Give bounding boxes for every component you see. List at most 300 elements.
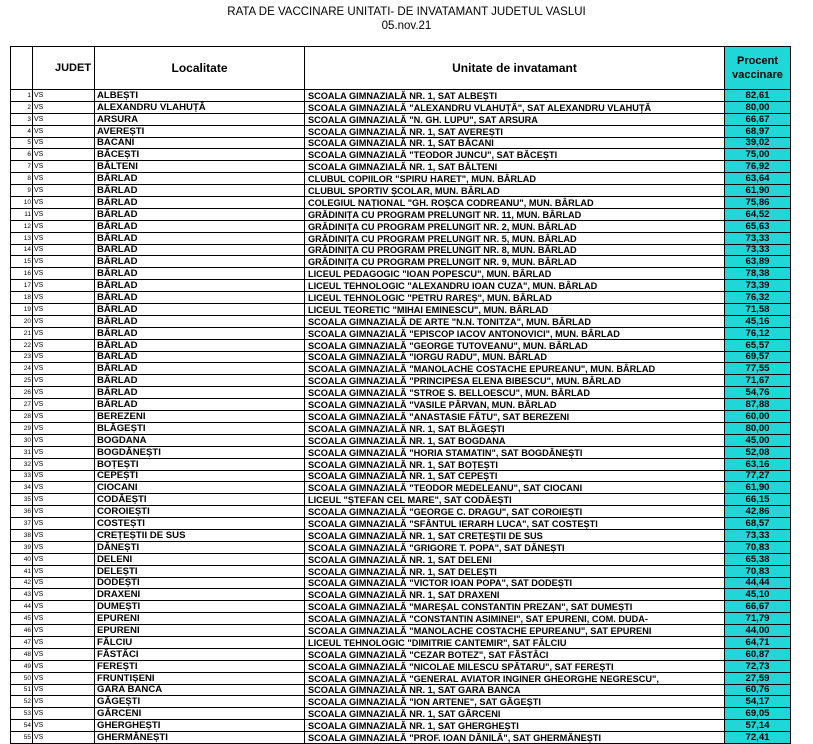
cell-judet: VS — [33, 137, 95, 149]
cell-procent: 80,00 — [725, 422, 791, 434]
row-number: 34 — [11, 482, 33, 494]
row-number: 9 — [11, 185, 33, 197]
cell-judet: VS — [33, 589, 95, 601]
cell-procent: 27,59 — [725, 672, 791, 684]
cell-localitate: FRUNTIȘENI — [95, 672, 305, 684]
cell-judet: VS — [33, 375, 95, 387]
table-header-row — [11, 47, 791, 90]
cell-localitate: BĂLTENI — [95, 161, 305, 173]
cell-unitate: SCOALA GIMNAZIALĂ NR. 1, SAT BOȚEȘTI — [305, 458, 725, 470]
cell-procent: 75,00 — [725, 149, 791, 161]
cell-unitate: COLEGIUL NAȚIONAL "GH. ROȘCA CODREANU", MUN. BÂRLAD — [305, 197, 725, 209]
cell-unitate: CLUBUL COPIILOR "SPIRU HARET", MUN. BÂRLAD — [305, 173, 725, 185]
cell-judet: VS — [33, 327, 95, 339]
cell-judet: VS — [33, 161, 95, 173]
cell-procent: 63,16 — [725, 458, 791, 470]
cell-judet: VS — [33, 720, 95, 732]
cell-localitate: BĂCEȘTI — [95, 149, 305, 161]
cell-judet: VS — [33, 732, 95, 744]
cell-unitate: SCOALA GIMNAZIALĂ NR. 1, SAT BOGDANA — [305, 434, 725, 446]
cell-unitate: SCOALA GIMNAZIALĂ "GEORGE TUTOVEANU", MUN. BÂRLAD — [305, 339, 725, 351]
row-number: 52 — [11, 696, 33, 708]
cell-judet: VS — [33, 660, 95, 672]
cell-judet: VS — [33, 434, 95, 446]
cell-unitate: SCOALA GIMNAZIALĂ "GEORGE C. DRAGU", SAT COROIEȘTI — [305, 506, 725, 518]
table-row — [11, 684, 791, 696]
cell-localitate: BÂRLAD — [95, 220, 305, 232]
cell-unitate: SCOALA GIMNAZIALĂ NR. 1, SAT CREȚEȘTII DE SUS — [305, 529, 725, 541]
cell-procent: 65,63 — [725, 220, 791, 232]
cell-localitate: DĂNEȘTI — [95, 541, 305, 553]
cell-procent: 44,00 — [725, 625, 791, 637]
cell-localitate: ARSURA — [95, 113, 305, 125]
table-row — [11, 280, 791, 292]
cell-procent: 72,73 — [725, 660, 791, 672]
cell-procent: 52,08 — [725, 446, 791, 458]
cell-localitate: BÂRLAD — [95, 280, 305, 292]
cell-judet: VS — [33, 541, 95, 553]
cell-localitate: DRAXENI — [95, 589, 305, 601]
cell-judet: VS — [33, 292, 95, 304]
cell-judet: VS — [33, 125, 95, 137]
cell-procent: 71,67 — [725, 375, 791, 387]
cell-unitate: SCOALA GIMNAZIALĂ NR. 1, SAT CEPEȘTI — [305, 470, 725, 482]
table-row — [11, 387, 791, 399]
cell-localitate: BÂRLAD — [95, 185, 305, 197]
cell-procent: 45,10 — [725, 589, 791, 601]
header-procent: Procent vaccinare — [725, 47, 791, 90]
cell-procent: 76,92 — [725, 161, 791, 173]
cell-judet: VS — [33, 506, 95, 518]
table-row — [11, 577, 791, 589]
cell-localitate: CEPEȘTI — [95, 470, 305, 482]
table-row — [11, 101, 791, 113]
cell-procent: 60,00 — [725, 411, 791, 423]
row-number: 39 — [11, 541, 33, 553]
table-row — [11, 185, 791, 197]
cell-unitate: SCOALA GIMNAZIALĂ "NICOLAE MILESCU SPĂTARU", SAT FEREȘTI — [305, 660, 725, 672]
cell-localitate: GARA BANCA — [95, 684, 305, 696]
cell-unitate: SCOALA GIMNAZIALĂ NR. 1, SAT GARA BANCA — [305, 684, 725, 696]
cell-judet: VS — [33, 208, 95, 220]
cell-unitate: SCOALA GIMNAZIALĂ "EPISCOP IACOV ANTONOVICI", MUN. BÂRLAD — [305, 327, 725, 339]
cell-localitate: BÂRLAD — [95, 244, 305, 256]
row-number: 2 — [11, 101, 33, 113]
table-row — [11, 494, 791, 506]
cell-judet: VS — [33, 351, 95, 363]
cell-procent: 75,86 — [725, 197, 791, 209]
table-row — [11, 197, 791, 209]
table-row — [11, 660, 791, 672]
cell-unitate: SCOALA GIMNAZIALĂ NR. 1, SAT BĂLTENI — [305, 161, 725, 173]
cell-procent: 72,41 — [725, 732, 791, 744]
cell-unitate: GRĂDINIȚA CU PROGRAM PRELUNGIT NR. 9, MUN. BÂRLAD — [305, 256, 725, 268]
cell-judet: VS — [33, 696, 95, 708]
cell-procent: 44,44 — [725, 577, 791, 589]
cell-localitate: BÂRLAD — [95, 375, 305, 387]
cell-localitate: BÂRLAD — [95, 197, 305, 209]
cell-unitate: SCOALA GIMNAZIALĂ DE ARTE "N.N. TONITZA", MUN. BÂRLAD — [305, 315, 725, 327]
cell-judet: VS — [33, 601, 95, 613]
row-number: 23 — [11, 351, 33, 363]
table-row — [11, 601, 791, 613]
cell-procent: 68,97 — [725, 125, 791, 137]
row-number: 36 — [11, 506, 33, 518]
row-number: 6 — [11, 149, 33, 161]
row-number: 17 — [11, 280, 33, 292]
cell-unitate: SCOALA GIMNAZIALĂ "SFÂNTUL IERARH LUCA", SAT COSTEȘTI — [305, 518, 725, 530]
table-row — [11, 553, 791, 565]
cell-procent: 60,87 — [725, 648, 791, 660]
cell-localitate: AVEREȘTI — [95, 125, 305, 137]
cell-unitate: SCOALA GIMNAZIALĂ "GENERAL AVIATOR INGINER GHEORGHE NEGRESCU", — [305, 672, 725, 684]
table-row — [11, 636, 791, 648]
cell-localitate: BÂRLAD — [95, 232, 305, 244]
cell-judet: VS — [33, 708, 95, 720]
row-number: 44 — [11, 601, 33, 613]
row-number: 27 — [11, 399, 33, 411]
table-row — [11, 90, 791, 102]
table-row — [11, 125, 791, 137]
row-number: 25 — [11, 375, 33, 387]
table-row — [11, 434, 791, 446]
document-date: 05.nov.21 — [381, 20, 432, 32]
cell-judet: VS — [33, 565, 95, 577]
cell-procent: 77,27 — [725, 470, 791, 482]
cell-localitate: DODEȘTI — [95, 577, 305, 589]
table-row — [11, 268, 791, 280]
cell-localitate: BÂRLAD — [95, 351, 305, 363]
cell-judet: VS — [33, 446, 95, 458]
cell-procent: 73,39 — [725, 280, 791, 292]
cell-judet: VS — [33, 339, 95, 351]
cell-unitate: SCOALA GIMNAZIALĂ "ION ARTENE", SAT GĂGEȘTI — [305, 696, 725, 708]
cell-judet: VS — [33, 482, 95, 494]
table-row — [11, 422, 791, 434]
row-number: 29 — [11, 422, 33, 434]
cell-judet: VS — [33, 684, 95, 696]
row-number: 53 — [11, 708, 33, 720]
cell-unitate: SCOALA GIMNAZIALĂ "CEZAR BOTEZ", SAT FĂSTÂCI — [305, 648, 725, 660]
cell-procent: 69,57 — [725, 351, 791, 363]
cell-procent: 76,12 — [725, 327, 791, 339]
cell-judet: VS — [33, 90, 95, 102]
table-row — [11, 292, 791, 304]
cell-unitate: SCOALA GIMNAZIALĂ NR. 1, SAT ALBEȘTI — [305, 90, 725, 102]
document-title: RATA DE VACCINARE UNITATI- DE INVATAMANT JUDETUL VASLUI — [227, 6, 586, 18]
cell-procent: 69,05 — [725, 708, 791, 720]
cell-localitate: BLĂGEȘTI — [95, 422, 305, 434]
cell-judet: VS — [33, 304, 95, 316]
row-number: 45 — [11, 613, 33, 625]
vaccination-table — [10, 46, 791, 744]
cell-localitate: CIOCANI — [95, 482, 305, 494]
table-row — [11, 149, 791, 161]
cell-judet: VS — [33, 220, 95, 232]
row-number: 24 — [11, 363, 33, 375]
row-number: 22 — [11, 339, 33, 351]
table-row — [11, 113, 791, 125]
cell-procent: 65,38 — [725, 553, 791, 565]
table-row — [11, 458, 791, 470]
table-row — [11, 208, 791, 220]
cell-localitate: DELEȘTI — [95, 565, 305, 577]
cell-procent: 80,00 — [725, 101, 791, 113]
table-row — [11, 589, 791, 601]
cell-localitate: ALBEȘTI — [95, 90, 305, 102]
row-number: 10 — [11, 197, 33, 209]
cell-procent: 87,88 — [725, 399, 791, 411]
cell-unitate: SCOALA GIMNAZIALĂ "HORIA STAMATIN", SAT BOGDĂNEȘTI — [305, 446, 725, 458]
cell-procent: 71,79 — [725, 613, 791, 625]
cell-judet: VS — [33, 101, 95, 113]
row-number: 51 — [11, 684, 33, 696]
cell-unitate: LICEUL PEDAGOGIC "IOAN POPESCU", MUN. BÂRLAD — [305, 268, 725, 280]
cell-procent: 70,83 — [725, 565, 791, 577]
row-number: 30 — [11, 434, 33, 446]
cell-judet: VS — [33, 422, 95, 434]
cell-unitate: SCOALA GIMNAZIALĂ NR. 1, SAT GHERGHEȘTI — [305, 720, 725, 732]
cell-judet: VS — [33, 315, 95, 327]
cell-judet: VS — [33, 232, 95, 244]
table-row — [11, 304, 791, 316]
cell-judet: VS — [33, 636, 95, 648]
cell-localitate: BÂRLAD — [95, 208, 305, 220]
cell-procent: 73,33 — [725, 529, 791, 541]
cell-localitate: EPURENI — [95, 613, 305, 625]
row-number: 35 — [11, 494, 33, 506]
cell-localitate: BEREZENI — [95, 411, 305, 423]
cell-localitate: GHERMĂNEȘTI — [95, 732, 305, 744]
cell-judet: VS — [33, 470, 95, 482]
cell-procent: 70,83 — [725, 541, 791, 553]
cell-judet: VS — [33, 672, 95, 684]
row-number: 14 — [11, 244, 33, 256]
cell-unitate: SCOALA GIMNAZIALĂ "VASILE PÂRVAN, MUN. BÂRLAD — [305, 399, 725, 411]
table-row — [11, 220, 791, 232]
cell-judet: VS — [33, 529, 95, 541]
cell-localitate: FEREȘTI — [95, 660, 305, 672]
cell-unitate: GRĂDINIȚA CU PROGRAM PRELUNGIT NR. 11, MUN. BÂRLAD — [305, 208, 725, 220]
cell-unitate: SCOALA GIMNAZIALĂ NR. 1, SAT BLĂGEȘTI — [305, 422, 725, 434]
cell-unitate: SCOALA GIMNAZIALĂ "VICTOR IOAN POPA", SAT DODEȘTI — [305, 577, 725, 589]
row-number: 4 — [11, 125, 33, 137]
table-row — [11, 565, 791, 577]
cell-unitate: SCOALA GIMNAZIALĂ "N. GH. LUPU", SAT ARSURA — [305, 113, 725, 125]
cell-unitate: CLUBUL SPORTIV ȘCOLAR, MUN. BÂRLAD — [305, 185, 725, 197]
cell-unitate: LICEUL TEHNOLOGIC "DIMITRIE CANTEMIR", SAT FĂLCIU — [305, 636, 725, 648]
table-row — [11, 696, 791, 708]
cell-unitate: GRĂDINIȚA CU PROGRAM PRELUNGIT NR. 2, MUN. BÂRLAD — [305, 220, 725, 232]
header-nr — [11, 47, 33, 90]
row-number: 8 — [11, 173, 33, 185]
row-number: 50 — [11, 672, 33, 684]
header-localitate: Localitate — [95, 47, 305, 90]
cell-judet: VS — [33, 399, 95, 411]
cell-unitate: SCOALA GIMNAZIALĂ "MAREȘAL CONSTANTIN PREZAN", SAT DUMEȘTI — [305, 601, 725, 613]
row-number: 16 — [11, 268, 33, 280]
table-row — [11, 672, 791, 684]
cell-judet: VS — [33, 648, 95, 660]
row-number: 20 — [11, 315, 33, 327]
cell-localitate: BOGDĂNEȘTI — [95, 446, 305, 458]
row-number: 41 — [11, 565, 33, 577]
cell-unitate: LICEUL TEORETIC "MIHAI EMINESCU", MUN. BÂRLAD — [305, 304, 725, 316]
cell-procent: 82,61 — [725, 90, 791, 102]
cell-procent: 64,71 — [725, 636, 791, 648]
table-row — [11, 411, 791, 423]
cell-unitate: SCOALA GIMNAZIALĂ "TEODOR MEDELEANU", SAT CIOCANI — [305, 482, 725, 494]
cell-localitate: COROIEȘTI — [95, 506, 305, 518]
table-row — [11, 244, 791, 256]
cell-unitate: GRĂDINIȚA CU PROGRAM PRELUNGIT NR. 5, MUN. BÂRLAD — [305, 232, 725, 244]
table-row — [11, 625, 791, 637]
row-number: 40 — [11, 553, 33, 565]
cell-procent: 66,67 — [725, 113, 791, 125]
cell-judet: VS — [33, 518, 95, 530]
cell-procent: 78,38 — [725, 268, 791, 280]
cell-judet: VS — [33, 411, 95, 423]
row-number: 7 — [11, 161, 33, 173]
table-row — [11, 173, 791, 185]
cell-localitate: BÂRLAD — [95, 339, 305, 351]
cell-judet: VS — [33, 613, 95, 625]
cell-unitate: LICEUL "ȘTEFAN CEL MARE", SAT CODĂEȘTI — [305, 494, 725, 506]
row-number: 43 — [11, 589, 33, 601]
cell-localitate: BĂCANI — [95, 137, 305, 149]
cell-procent: 39,02 — [725, 137, 791, 149]
row-number: 49 — [11, 660, 33, 672]
cell-localitate: CODĂEȘTI — [95, 494, 305, 506]
row-number: 26 — [11, 387, 33, 399]
cell-unitate: SCOALA GIMNAZIALĂ "IORGU RADU", MUN. BÂRLAD — [305, 351, 725, 363]
cell-localitate: BÂRLAD — [95, 315, 305, 327]
cell-localitate: BÂRLAD — [95, 327, 305, 339]
table-row — [11, 161, 791, 173]
cell-unitate: SCOALA GIMNAZIALĂ "STROE S. BELLOESCU", MUN. BÂRLAD — [305, 387, 725, 399]
cell-procent: 45,16 — [725, 315, 791, 327]
row-number: 42 — [11, 577, 33, 589]
table-row — [11, 232, 791, 244]
cell-procent: 71,58 — [725, 304, 791, 316]
cell-localitate: BÂRLAD — [95, 173, 305, 185]
row-number: 13 — [11, 232, 33, 244]
cell-unitate: SCOALA GIMNAZIALĂ "ALEXANDRU VLAHUȚĂ", SAT ALEXANDRU VLAHUȚĂ — [305, 101, 725, 113]
cell-judet: VS — [33, 149, 95, 161]
cell-unitate: SCOALA GIMNAZIALĂ NR. 1, SAT AVEREȘTI — [305, 125, 725, 137]
row-number: 38 — [11, 529, 33, 541]
table-row — [11, 529, 791, 541]
table-row — [11, 339, 791, 351]
cell-judet: VS — [33, 185, 95, 197]
cell-procent: 65,57 — [725, 339, 791, 351]
table-row — [11, 732, 791, 744]
row-number: 15 — [11, 256, 33, 268]
row-number: 33 — [11, 470, 33, 482]
cell-procent: 66,67 — [725, 601, 791, 613]
cell-judet: VS — [33, 173, 95, 185]
cell-localitate: BÂRLAD — [95, 292, 305, 304]
cell-procent: 45,00 — [725, 434, 791, 446]
cell-judet: VS — [33, 458, 95, 470]
cell-localitate: DELENI — [95, 553, 305, 565]
cell-unitate: SCOALA GIMNAZIALĂ "PROF. IOAN DĂNILĂ", SAT GHERMĂNEȘTI — [305, 732, 725, 744]
row-number: 21 — [11, 327, 33, 339]
cell-procent: 60,76 — [725, 684, 791, 696]
row-number: 1 — [11, 90, 33, 102]
table-row — [11, 613, 791, 625]
cell-unitate: SCOALA GIMNAZIALĂ NR. 1, SAT GÂRCENI — [305, 708, 725, 720]
cell-unitate: LICEUL TEHNOLOGIC "ALEXANDRU IOAN CUZA", MUN. BÂRLAD — [305, 280, 725, 292]
cell-unitate: SCOALA GIMNAZIALĂ "MANOLACHE COSTACHE EPUREANU", SAT EPURENI — [305, 625, 725, 637]
cell-localitate: BOȚEȘTI — [95, 458, 305, 470]
cell-localitate: BOGDANA — [95, 434, 305, 446]
cell-localitate: GHERGHEȘTI — [95, 720, 305, 732]
row-number: 12 — [11, 220, 33, 232]
cell-judet: VS — [33, 494, 95, 506]
cell-procent: 63,89 — [725, 256, 791, 268]
cell-procent: 63,64 — [725, 173, 791, 185]
table-row — [11, 648, 791, 660]
table-row — [11, 482, 791, 494]
cell-procent: 54,76 — [725, 387, 791, 399]
cell-judet: VS — [33, 268, 95, 280]
row-number: 55 — [11, 732, 33, 744]
cell-localitate: GÂRCENI — [95, 708, 305, 720]
cell-unitate: SCOALA GIMNAZIALĂ "CONSTANTIN ASIMINEI", SAT EPURENI, COM. DUDA- — [305, 613, 725, 625]
row-number: 18 — [11, 292, 33, 304]
cell-procent: 66,15 — [725, 494, 791, 506]
cell-unitate: SCOALA GIMNAZIALĂ NR. 1, SAT DRAXENI — [305, 589, 725, 601]
cell-judet: VS — [33, 387, 95, 399]
row-number: 5 — [11, 137, 33, 149]
cell-localitate: ALEXANDRU VLAHUȚĂ — [95, 101, 305, 113]
cell-judet: VS — [33, 553, 95, 565]
table-row — [11, 256, 791, 268]
cell-procent: 61,90 — [725, 482, 791, 494]
cell-judet: VS — [33, 625, 95, 637]
table-row — [11, 470, 791, 482]
cell-judet: VS — [33, 244, 95, 256]
cell-localitate: BÂRLAD — [95, 363, 305, 375]
cell-unitate: GRĂDINIȚA CU PROGRAM PRELUNGIT NR. 8, MUN. BÂRLAD — [305, 244, 725, 256]
cell-unitate: SCOALA GIMNAZIALĂ "ANASTASIE FĂTU", SAT BEREZENI — [305, 411, 725, 423]
row-number: 11 — [11, 208, 33, 220]
cell-unitate: SCOALA GIMNAZIALĂ "MANOLACHE COSTACHE EPUREANU", MUN. BÂRLAD — [305, 363, 725, 375]
cell-unitate: SCOALA GIMNAZIALĂ "GRIGORE T. POPA", SAT DĂNEȘTI — [305, 541, 725, 553]
cell-localitate: BÂRLAD — [95, 399, 305, 411]
cell-procent: 76,32 — [725, 292, 791, 304]
table-row — [11, 375, 791, 387]
cell-unitate: LICEUL TEHNOLOGIC "PETRU RAREȘ", MUN. BÂRLAD — [305, 292, 725, 304]
cell-procent: 68,57 — [725, 518, 791, 530]
cell-localitate: BÂRLAD — [95, 304, 305, 316]
cell-procent: 64,52 — [725, 208, 791, 220]
row-number: 3 — [11, 113, 33, 125]
cell-judet: VS — [33, 197, 95, 209]
table-row — [11, 506, 791, 518]
table-row — [11, 446, 791, 458]
cell-procent: 77,55 — [725, 363, 791, 375]
table-body — [11, 90, 791, 744]
row-number: 28 — [11, 411, 33, 423]
cell-judet: VS — [33, 363, 95, 375]
row-number: 48 — [11, 648, 33, 660]
cell-procent: 61,90 — [725, 185, 791, 197]
cell-localitate: FĂLCIU — [95, 636, 305, 648]
cell-unitate: SCOALA GIMNAZIALĂ NR. 1, SAT DELENI — [305, 553, 725, 565]
cell-procent: 42,86 — [725, 506, 791, 518]
